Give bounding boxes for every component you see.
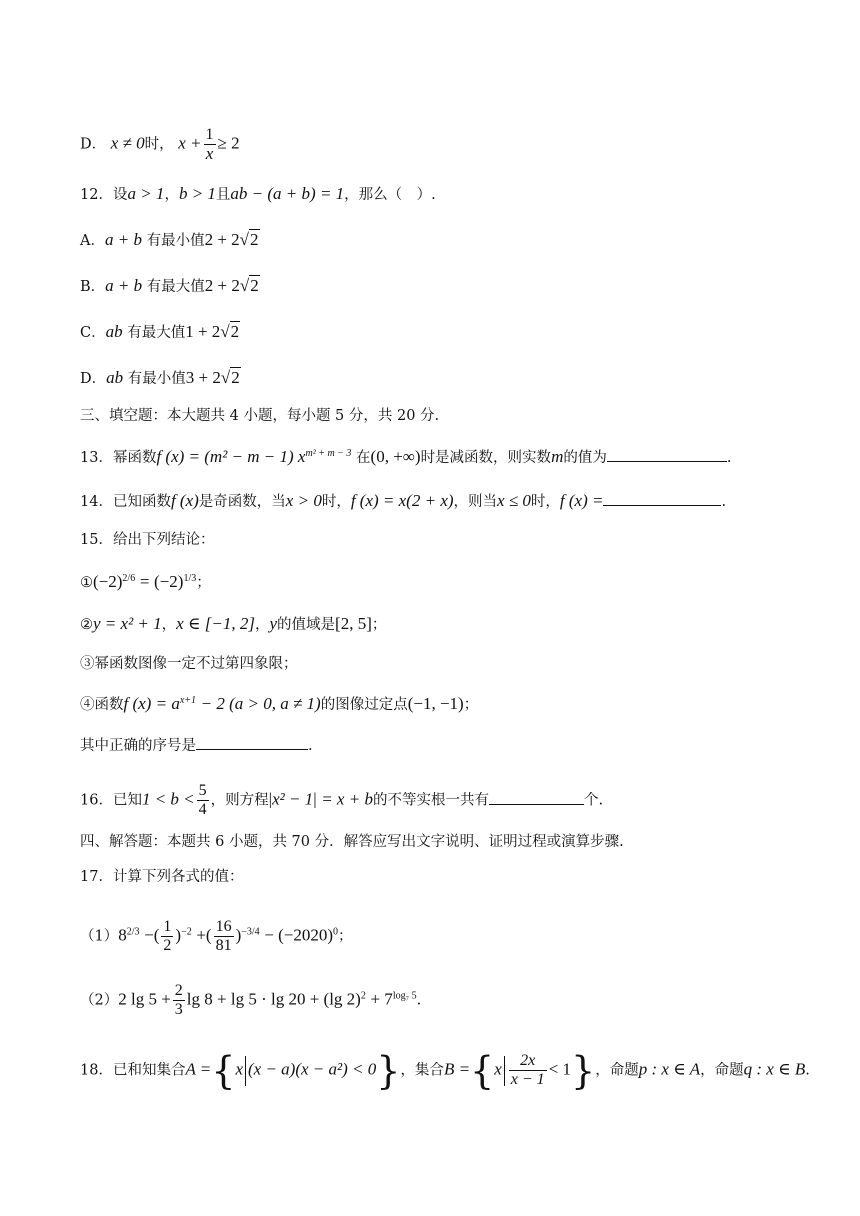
- fraction: $\frac{16}{81}$: [215, 918, 232, 954]
- q17-part-1: $(1)8^{2/3}$ −( $\frac{1}{2}$ )$^{-2}$ +( $\frac{16}{81}$ )$^{-3/4} - (-2020)^0$；: [80, 918, 353, 954]
- q12-option-a: A．a + b 有最小值2 + 2√2: [80, 230, 259, 249]
- q15-stem: 15．给出下列结论：: [80, 532, 215, 548]
- section-3-heading: 三、填空题：本大题共 4 小题，每小题 5 分，共 20 分.: [80, 408, 440, 424]
- q15-item-1: $①(-2)^{2/6} = (-2)^{1/3}$；: [80, 572, 211, 591]
- q17-part-2: （2）2 lg 5 + $\frac{2}{3}$ lg 8 + lg 5 · lg 20 + (lg $2)^2 + 7^{log_7 5}$.: [80, 982, 422, 1018]
- q18: 18．已和知集合A ={x (x − a)(x − a²) < 0}，集合B ={x $\frac{2x}{x - 1}$ < 1}，命题p : x ∈ A，命题q : x ∈ B.: [80, 1048, 810, 1093]
- q12-stem: 12．设a > 1，b > 1且ab − (a + b) = 1，那么（ ）.: [80, 184, 436, 203]
- q13: 13．幂函数f (x) = (m² − m − 1) $x^{m^2 + m - 3}$ 在(0, +∞)时是减函数，则实数m的值为 .: [80, 447, 732, 466]
- answer-blank: [196, 733, 308, 750]
- q12-option-c: C．ab 有最大值1 + 2√2: [80, 322, 240, 341]
- fraction: $\frac{1}{2}$: [163, 918, 172, 954]
- fraction: $\frac{5}{4}$: [198, 782, 207, 818]
- q15-answer: 其中正确的序号是 .: [80, 733, 800, 756]
- q12-option-b: B．a + b 有最大值2 + 2√2: [80, 276, 259, 295]
- fraction: $\frac{1}{x}$: [205, 126, 214, 163]
- q15-item-4: ④函数f $(x) = a^{x+1} - 2$ (a > 0, a ≠ 1)的图像过定点(−1, −1)；: [80, 694, 479, 713]
- q16: 16．已知1 < b < $\frac{5}{4}$ ，则方程|x² − 1| = x + b的不等实根一共有 个.: [80, 782, 604, 818]
- section-4-heading: 四、解答题：本题共 6 小题，共 70 分．解答应写出文字说明、证明过程或演算步骤.: [80, 834, 624, 850]
- fraction: $\frac{2x}{x - 1}$: [510, 1052, 545, 1088]
- q15-item-2: ②y = x² + 1，x ∈ [−1, 2]，y的值域是[2, 5]；: [80, 614, 387, 633]
- q11-option-d: D． x ≠ 0时， x + $\frac{1}{x}$ ≥ 2: [80, 126, 240, 163]
- answer-blank: [489, 788, 584, 805]
- answer-blank: [607, 445, 727, 462]
- q14: 14．已知函数f (x)是奇函数，当x > 0时，f (x) = x(2 + x)，则当x ≤ 0时，f (x) = .: [80, 491, 727, 510]
- q17-stem: 17．计算下列各式的值：: [80, 869, 244, 885]
- q15-item-3: ③幂函数图像一定不过第四象限；: [80, 656, 298, 672]
- fraction: $\frac{2}{3}$: [174, 982, 183, 1018]
- q12-option-d: D．ab 有最小值3 + 2√2: [80, 368, 240, 387]
- answer-blank: [603, 489, 721, 506]
